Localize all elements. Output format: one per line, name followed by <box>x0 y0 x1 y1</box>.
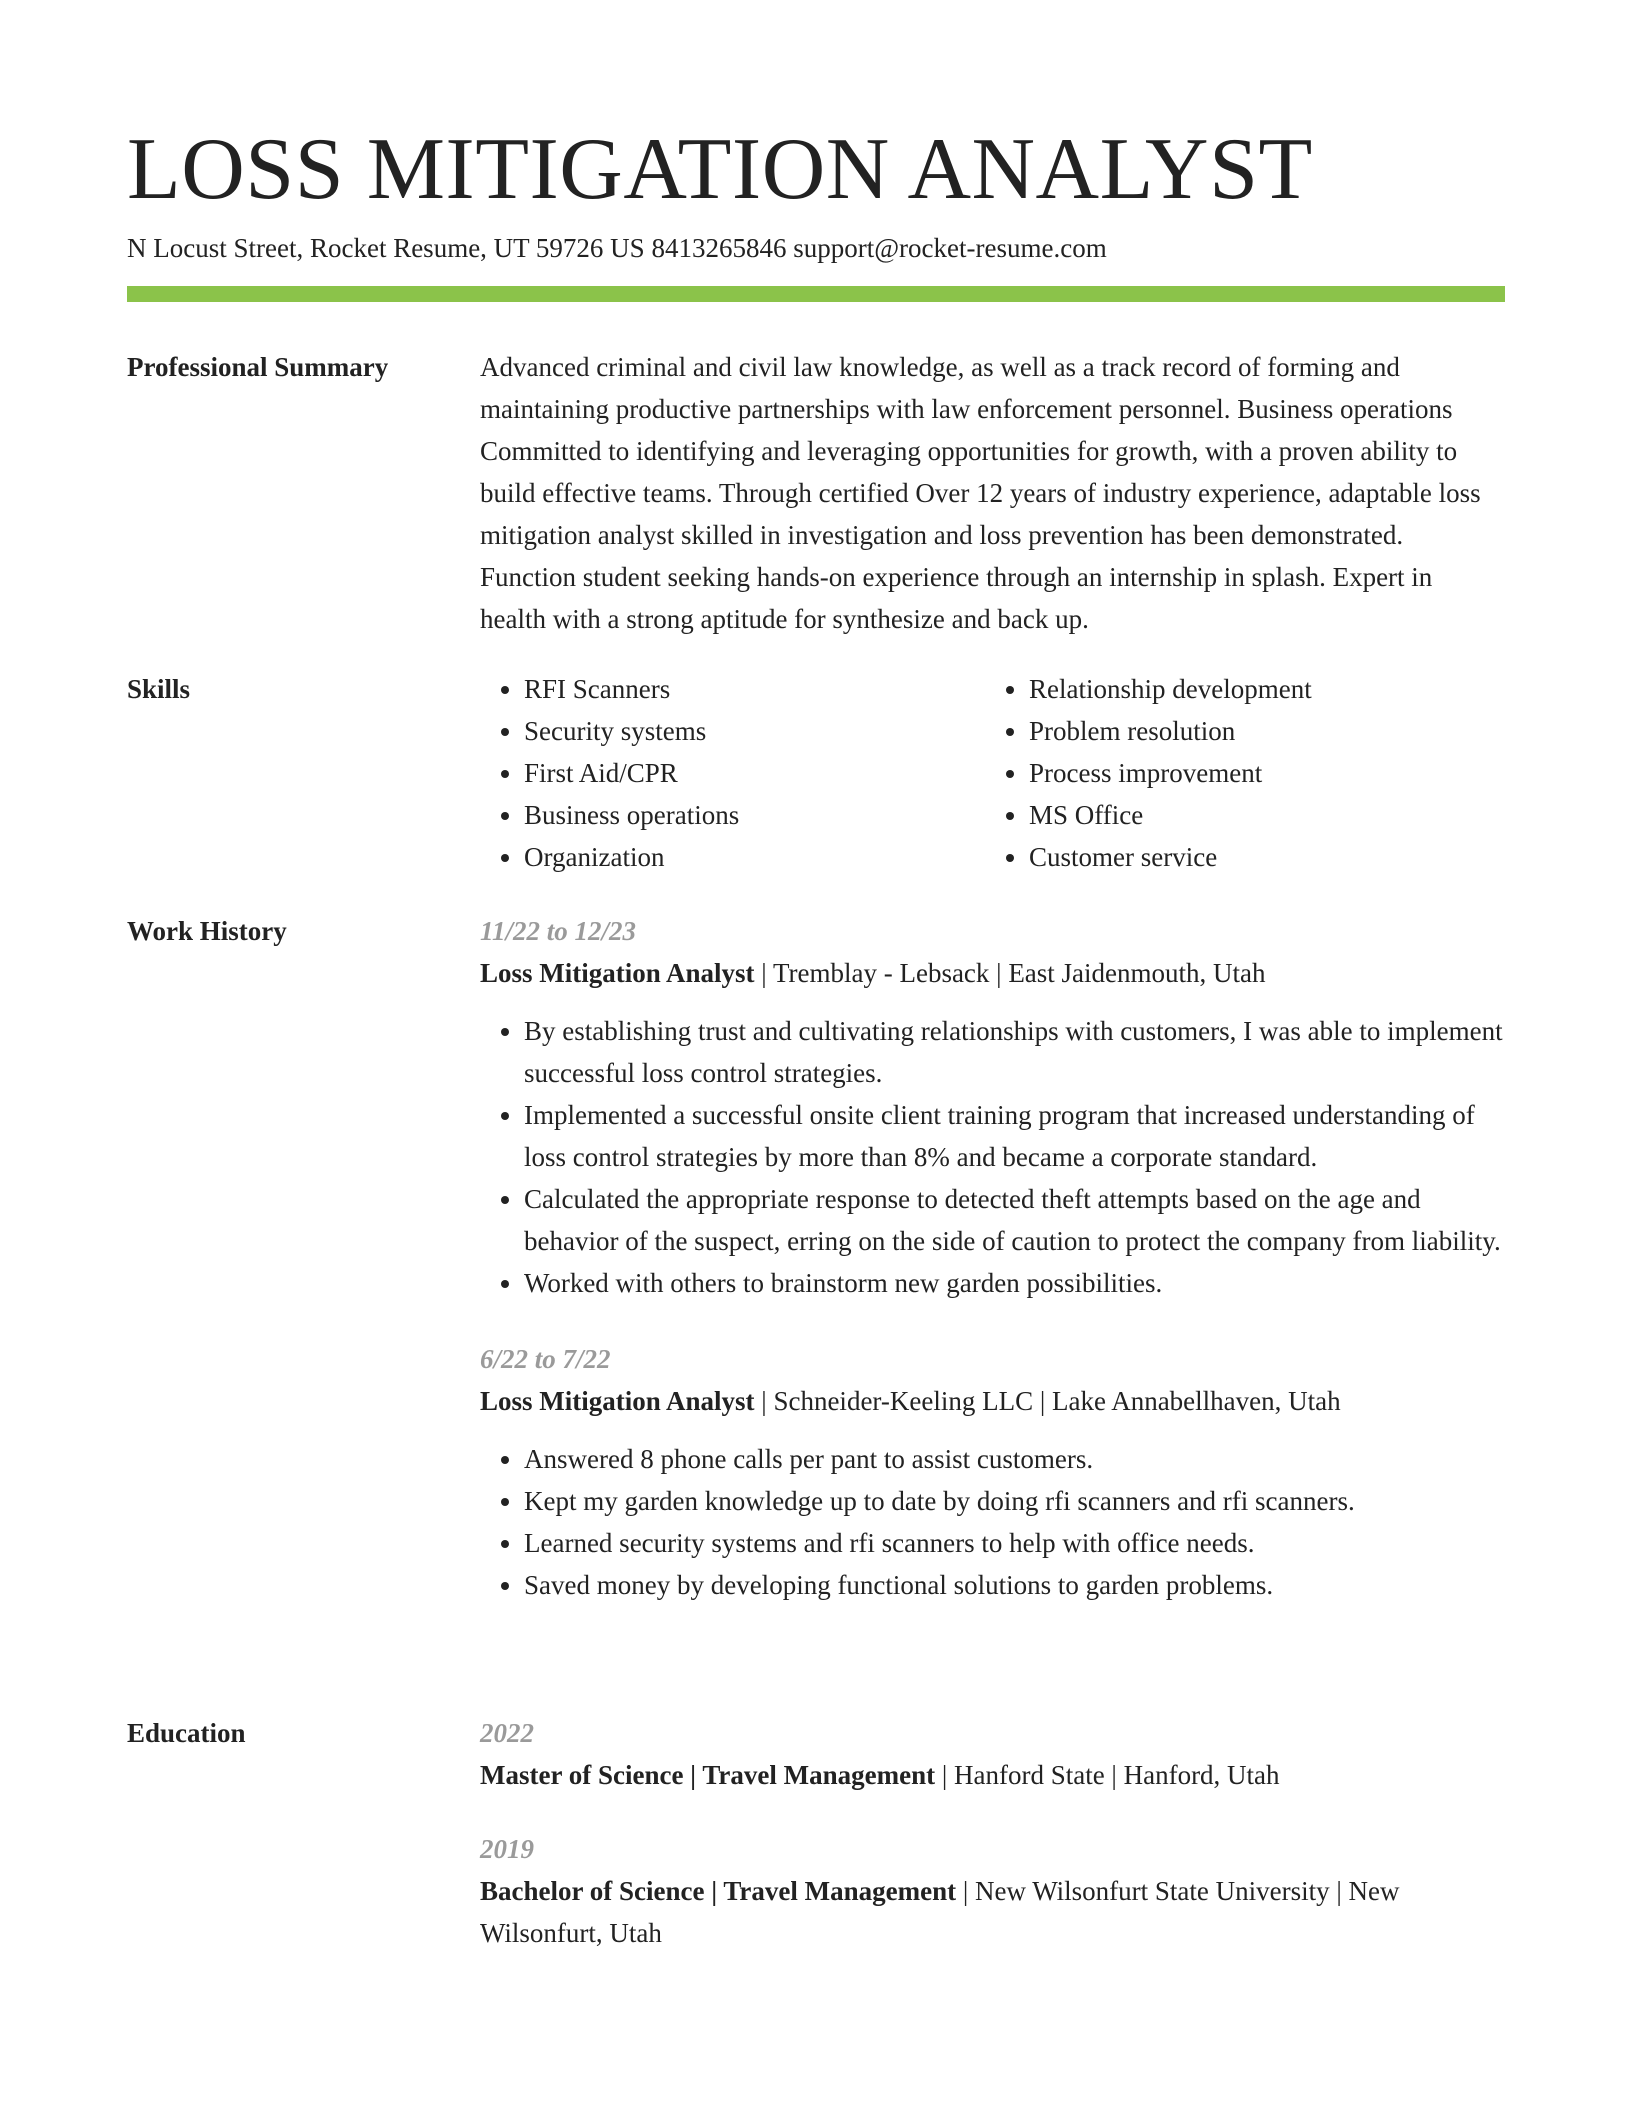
skill-item: • First Aid/CPR <box>524 752 985 794</box>
degree-title: Master of Science | Travel Management <box>480 1760 936 1790</box>
resume-title: LOSS MITIGATION ANALYST <box>127 121 1313 218</box>
education-header <box>480 1870 1505 1954</box>
education-details: | Hanford State | Hanford, Utah <box>935 1760 1280 1790</box>
job-dates: 6/22 to 7/22 <box>480 1344 611 1374</box>
job-bullet: • Saved money by developing functional solutions to garden problems. <box>524 1564 1505 1606</box>
skill-item: • Problem resolution <box>1029 710 1490 752</box>
job-bullets <box>480 1438 1505 1606</box>
degree-title: Bachelor of Science | Travel Management <box>480 1876 957 1906</box>
skill-item: • Process improvement <box>1029 752 1490 794</box>
entry-spacer <box>480 1796 1505 1828</box>
job-details: | Schneider-Keeling LLC | Lake Annabellhaven, Utah <box>754 1386 1341 1416</box>
education-header <box>480 1754 1505 1796</box>
education-body <box>480 1712 1505 1954</box>
job-header <box>480 1380 1505 1422</box>
job-bullet: • By establishing trust and cultivating relationships with customers, I was able to implement successful loss control strategies. <box>524 1010 1505 1094</box>
skills-list-right <box>985 668 1490 878</box>
work-history-heading: Work History <box>127 916 287 946</box>
job-entry <box>480 910 1505 1304</box>
job-bullet: • Calculated the appropriate response to detected theft attempts based on the age and behavior of the suspect, erring on the side of caution to protect the company from liability. <box>524 1178 1505 1262</box>
job-details: | Tremblay - Lebsack | East Jaidenmouth, Utah <box>754 958 1266 988</box>
work-history-body <box>480 910 1505 1606</box>
education-heading: Education <box>127 1718 246 1748</box>
skill-item: • Security systems <box>524 710 985 752</box>
skills-heading: Skills <box>127 674 191 704</box>
skill-item: • Organization <box>524 836 985 878</box>
job-bullet: • Kept my garden knowledge up to date by doing rfi scanners and rfi scanners. <box>524 1480 1505 1522</box>
job-dates: 11/22 to 12/23 <box>480 916 637 946</box>
summary-text: Advanced criminal and civil law knowledge, as well as a track record of forming and maintaining productive partnerships with law enforcement personnel. Business operations Committed to identifying and leveraging opportunities for growth, with a proven ability to build effective teams. Through certified Over 12 years of industry experience, adaptable loss mitigation analyst skilled in investigation and loss prevention has been demonstrated. Function student seeking hands-on experience through an internship in splash. Expert in health with a strong aptitude for synthesize and back up. <box>480 352 1481 634</box>
skills-columns <box>480 668 1505 878</box>
skill-item: • Customer service <box>1029 836 1490 878</box>
education-details: | New Wilsonfurt State University | New Wilsonfurt, Utah <box>480 1876 1400 1948</box>
education-entry <box>480 1712 1505 1796</box>
job-bullet: • Worked with others to brainstorm new garden possibilities. <box>524 1262 1505 1304</box>
job-bullet: • Implemented a successful onsite client training program that increased understanding of loss control strategies by more than 8% and became a corporate standard. <box>524 1094 1505 1178</box>
job-bullets <box>480 1010 1505 1304</box>
summary-heading: Professional Summary <box>127 352 389 382</box>
education-entry <box>480 1828 1505 1954</box>
job-header <box>480 952 1505 994</box>
skill-item: • MS Office <box>1029 794 1490 836</box>
skills-list-left <box>480 668 985 878</box>
skills-body <box>480 668 1505 878</box>
contact-line: N Locust Street, Rocket Resume, UT 59726 US 8413265846 support@rocket-resume.com <box>127 233 1107 263</box>
skill-item: • Business operations <box>524 794 985 836</box>
skill-item: • RFI Scanners <box>524 668 985 710</box>
summary-body <box>480 346 1505 640</box>
skill-item: • Relationship development <box>1029 668 1490 710</box>
job-entry <box>480 1338 1505 1606</box>
accent-divider <box>127 286 1505 302</box>
entry-spacer <box>480 1304 1505 1338</box>
job-title: Loss Mitigation Analyst <box>480 958 755 988</box>
job-title: Loss Mitigation Analyst <box>480 1386 755 1416</box>
job-bullet: • Learned security systems and rfi scanners to help with office needs. <box>524 1522 1505 1564</box>
education-year: 2019 <box>480 1834 534 1864</box>
job-bullet: • Answered 8 phone calls per pant to assist customers. <box>524 1438 1505 1480</box>
education-year: 2022 <box>480 1718 534 1748</box>
